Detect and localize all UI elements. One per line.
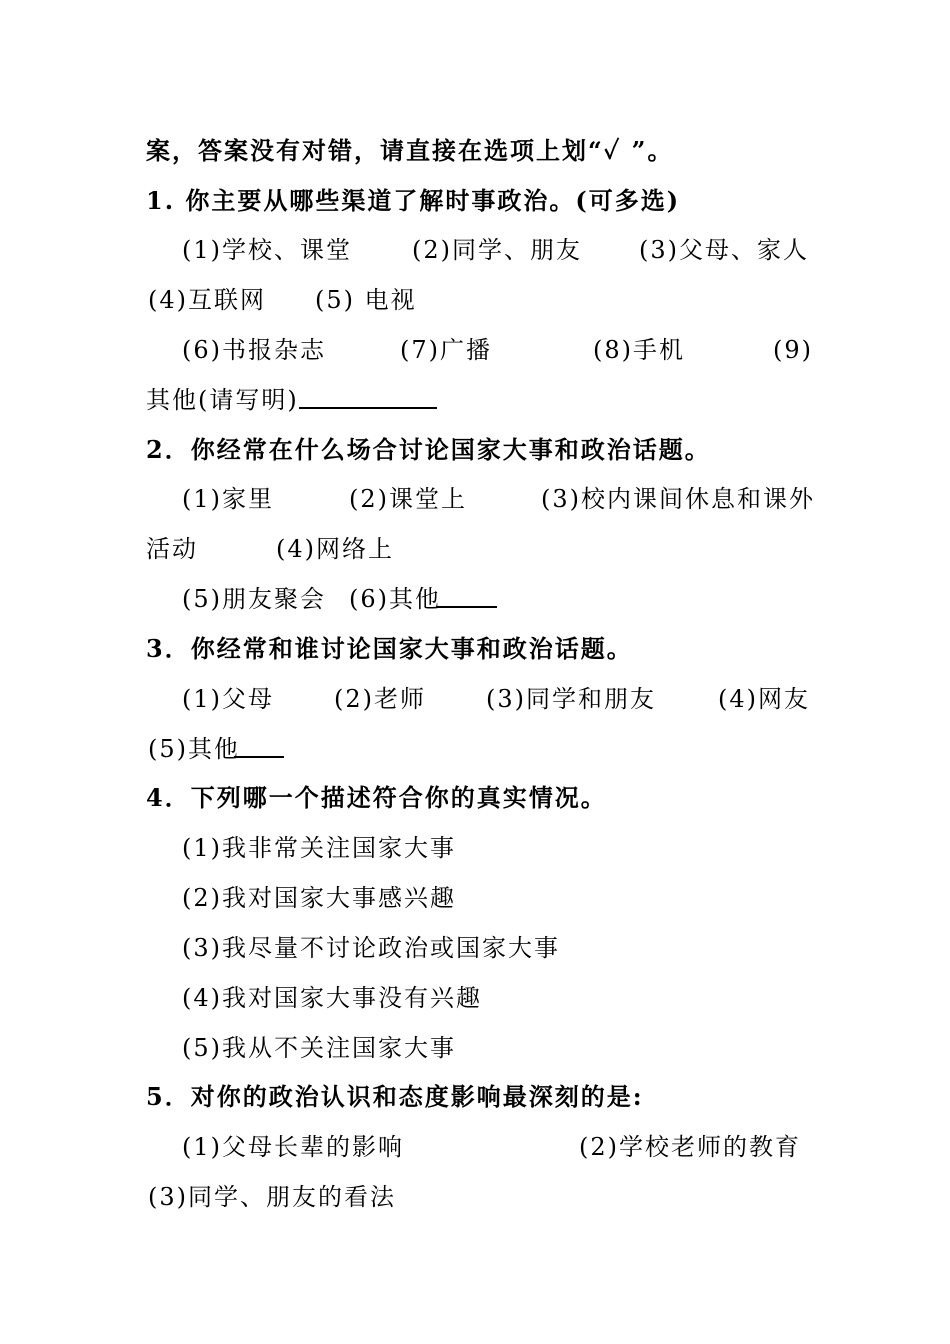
q3-option-3[interactable]: (3)同学和朋友 bbox=[486, 685, 656, 713]
q3-option-4[interactable]: (4)网友 bbox=[718, 685, 810, 713]
q4-option-2[interactable]: (2)我对国家大事感兴趣 bbox=[182, 884, 456, 912]
q1-option-1[interactable]: (1)学校、课堂 bbox=[182, 236, 352, 264]
q3-option-1[interactable]: (1)父母 bbox=[182, 685, 274, 713]
q2-option-6[interactable]: (6)其他 bbox=[349, 585, 441, 613]
question-1-row-4 bbox=[0, 385, 950, 415]
q2-option-4[interactable]: (4)网络上 bbox=[276, 535, 394, 563]
q5-option-2[interactable]: (2)学校老师的教育 bbox=[579, 1133, 801, 1161]
q1-option-9-text: 其他(请写明) bbox=[146, 386, 299, 414]
q2-option-2[interactable]: (2)课堂上 bbox=[349, 485, 467, 513]
question-5-title: 5．对你的政治认识和态度影响最深刻的是: bbox=[146, 1082, 644, 1111]
question-3-row-1 bbox=[0, 684, 950, 714]
q5-option-1[interactable]: (1)父母长辈的影响 bbox=[182, 1133, 404, 1161]
question-1-title: 1. 你主要从哪些渠道了解时事政治。(可多选) bbox=[146, 186, 681, 215]
question-4-title: 4．下列哪一个描述符合你的真实情况。 bbox=[146, 783, 607, 812]
question-2-row-2 bbox=[0, 534, 950, 564]
q2-option-3[interactable]: (3)校内课间休息和课外 bbox=[541, 485, 815, 513]
question-3-row-2 bbox=[0, 734, 950, 764]
q4-option-4[interactable]: (4)我对国家大事没有兴趣 bbox=[182, 984, 482, 1012]
question-2-row-1 bbox=[0, 484, 950, 514]
q2-option-5[interactable]: (5)朋友聚会 bbox=[182, 585, 326, 613]
q2-option-1[interactable]: (1)家里 bbox=[182, 485, 274, 513]
q1-other-blank[interactable] bbox=[299, 385, 437, 409]
question-2-row-3 bbox=[0, 584, 950, 614]
q1-option-9-number[interactable]: (9) bbox=[773, 336, 813, 364]
q1-option-2[interactable]: (2)同学、朋友 bbox=[412, 236, 582, 264]
q5-option-3[interactable]: (3)同学、朋友的看法 bbox=[148, 1183, 396, 1211]
q1-option-4[interactable]: (4)互联网 bbox=[148, 286, 266, 314]
q1-option-3[interactable]: (3)父母、家人 bbox=[639, 236, 809, 264]
q1-option-6[interactable]: (6)书报杂志 bbox=[182, 336, 326, 364]
q4-option-1[interactable]: (1)我非常关注国家大事 bbox=[182, 834, 456, 862]
question-5-row-1 bbox=[0, 1132, 950, 1162]
q3-option-5[interactable]: (5)其他 bbox=[148, 735, 240, 763]
intro-text: 案，答案没有对错，请直接在选项上划“✓ ”。 bbox=[146, 136, 674, 165]
q2-other-blank[interactable] bbox=[437, 584, 497, 608]
q3-option-2[interactable]: (2)老师 bbox=[334, 685, 426, 713]
question-1-row-3 bbox=[0, 335, 950, 365]
question-3-title: 3．你经常和谁讨论国家大事和政治话题。 bbox=[146, 634, 633, 663]
q4-option-5[interactable]: (5)我从不关注国家大事 bbox=[182, 1034, 456, 1062]
question-2-title: 2．你经常在什么场合讨论国家大事和政治话题。 bbox=[146, 435, 711, 464]
q1-option-5[interactable]: (5) 电视 bbox=[315, 286, 417, 314]
q2-option-3-continued: 活动 bbox=[146, 535, 198, 563]
question-1-row-1 bbox=[0, 235, 950, 265]
question-1-row-2 bbox=[0, 285, 950, 315]
q1-option-8[interactable]: (8)手机 bbox=[593, 336, 685, 364]
q3-other-blank[interactable] bbox=[234, 734, 284, 758]
q1-option-7[interactable]: (7)广播 bbox=[400, 336, 492, 364]
q4-option-3[interactable]: (3)我尽量不讨论政治或国家大事 bbox=[182, 934, 560, 962]
